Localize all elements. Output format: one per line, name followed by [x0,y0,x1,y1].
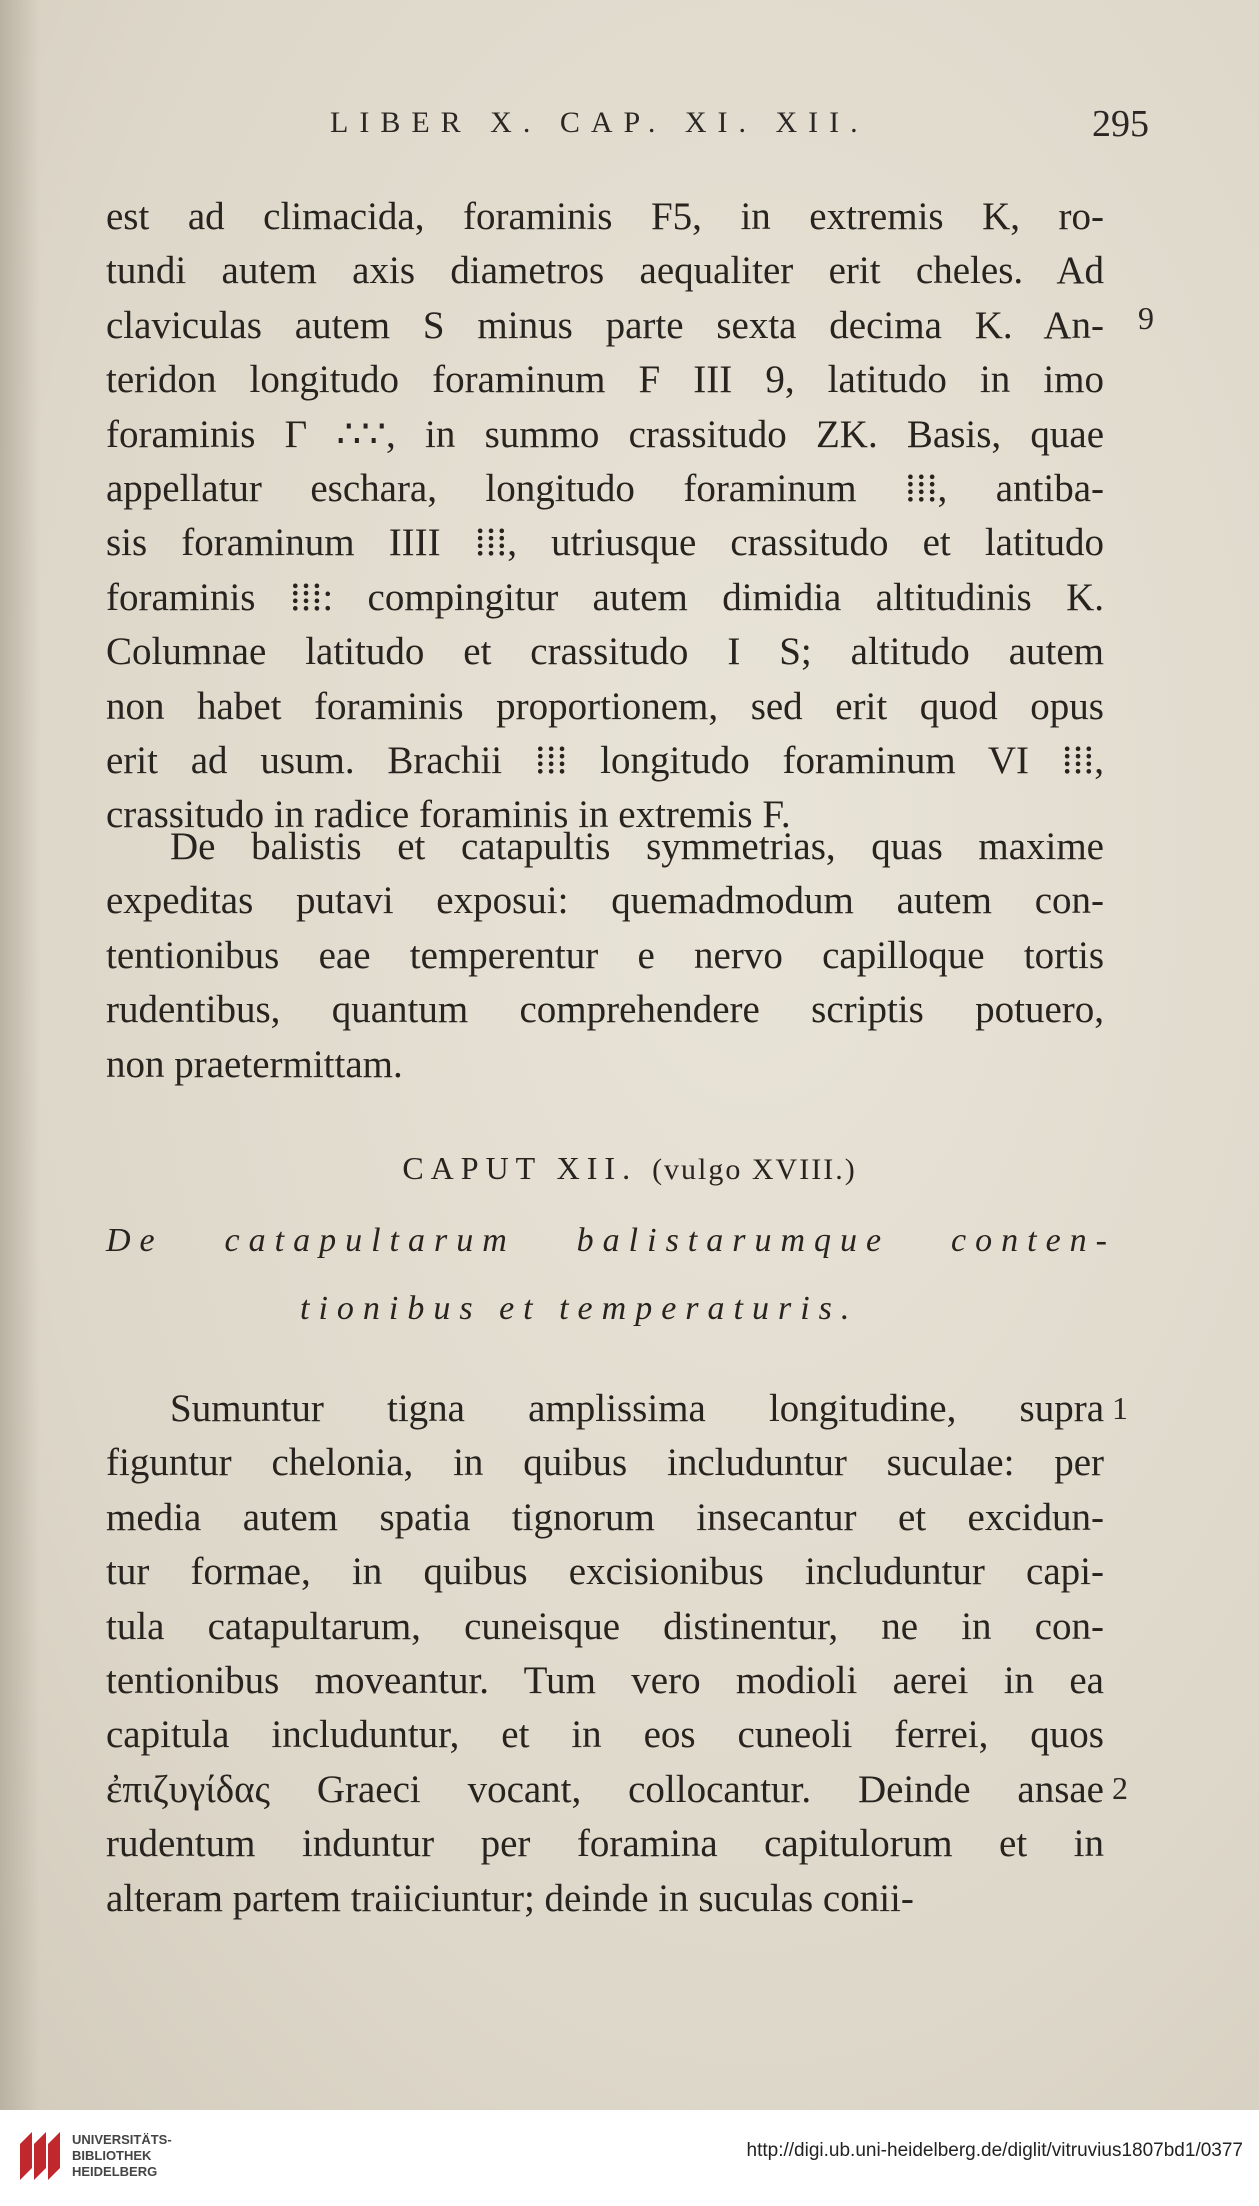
page-header [330,102,1149,152]
text-line: tundi autem axis diametros aequaliter erit cheles. Ad [106,249,1104,293]
text-line: expeditas putavi exposui: quemadmodum autem con- [106,879,1104,923]
page-number: 295 [1092,103,1149,145]
text-line: alteram partem traiiciuntur; deinde in suculas conii- [106,1876,914,1920]
footer-bar [0,2110,1259,2206]
text-line: rudentum induntur per foramina capitulorum et in [106,1822,1104,1866]
text-line: rudentibus, quantum comprehendere scriptis potuero, [106,988,1104,1032]
text-line: non praetermittam. [106,1042,403,1086]
margin-number: 1 [1112,1390,1128,1426]
page-gutter-shadow [0,0,40,2110]
paragraph-2 [106,820,1104,1092]
text-line: sis foraminum IIII ⁞⁞⁞, utriusque crassitudo et latitudo [106,521,1104,565]
source-url-link[interactable]: http://digi.ub.uni-heidelberg.de/diglit/vitruvius1807bd1/0377 [746,2140,1243,2161]
paragraph-3 [106,1382,1104,1926]
text-line: teridon longitudo foraminum F III 9, latitudo in imo [106,358,1104,402]
text-line: De balistis et catapultis symmetrias, quas maxime [170,825,1104,868]
text-line: appellatur eschara, longitudo foraminum ⁞⁞⁞, antiba- [106,466,1104,510]
margin-number: 2 [1112,1770,1128,1806]
chapter-subtitle-line-2: tionibus et temperaturis. [300,1290,859,1327]
text-line: ἐπιζυγίδας Graeci vocant, collocantur. Deinde ansae [106,1767,1104,1811]
text-line: figuntur chelonia, in quibus includuntur suculae: per [106,1441,1104,1485]
text-line: crassitudo in radice foraminis in extremis F. [106,793,791,837]
text-line: tentionibus moveantur. Tum vero modioli aerei in ea [106,1658,1104,1702]
chapter-heading [0,1150,1259,1187]
caput-label: CAPUT XII. [402,1150,638,1186]
text-line: est ad climacida, foraminis F5, in extremis K, ro- [106,195,1104,238]
text-line: tentionibus eae temperentur e nervo capilloque tortis [106,933,1104,977]
text-line: tula catapultarum, cuneisque distinentur, ne in con- [106,1604,1104,1648]
vulgo-label: (vulgo XVIII.) [652,1153,857,1186]
text-line: tur formae, in quibus excisionibus includuntur capi- [106,1550,1104,1594]
text-line: non habet foraminis proportionem, sed erit quod opus [106,684,1104,728]
text-line: foraminis ⁞⁞⁞: compingitur autem dimidia altitudinis K. [106,575,1104,619]
paragraph-1 [106,190,1104,843]
library-name: UNIVERSITÄTS- BIBLIOTHEK HEIDELBERG [72,2132,172,2179]
text-line: capitula includuntur, et in eos cuneoli ferrei, quos [106,1713,1104,1757]
chapter-subtitle-line-1: De catapultarum balistarumque conten- [106,1222,1116,1259]
text-line: Sumuntur tigna amplissima longitudine, supra [170,1387,1104,1430]
running-head: LIBER X. CAP. XI. XII. [330,106,869,139]
university-library-logo-icon [14,2126,66,2186]
text-line: media autem spatia tignorum insecantur et excidun- [106,1495,1104,1539]
text-line: claviculas autem S minus parte sexta decima K. An- [106,303,1104,347]
text-line: foraminis Γ ∴∵, in summo crassitudo ZK. Basis, quae [106,412,1104,456]
text-line: Columnae latitudo et crassitudo I S; altitudo autem [106,630,1104,674]
margin-number: 9 [1138,300,1154,336]
text-line: erit ad usum. Brachii ⁞⁞⁞ longitudo foraminum VI ⁞⁞⁞, [106,738,1104,782]
